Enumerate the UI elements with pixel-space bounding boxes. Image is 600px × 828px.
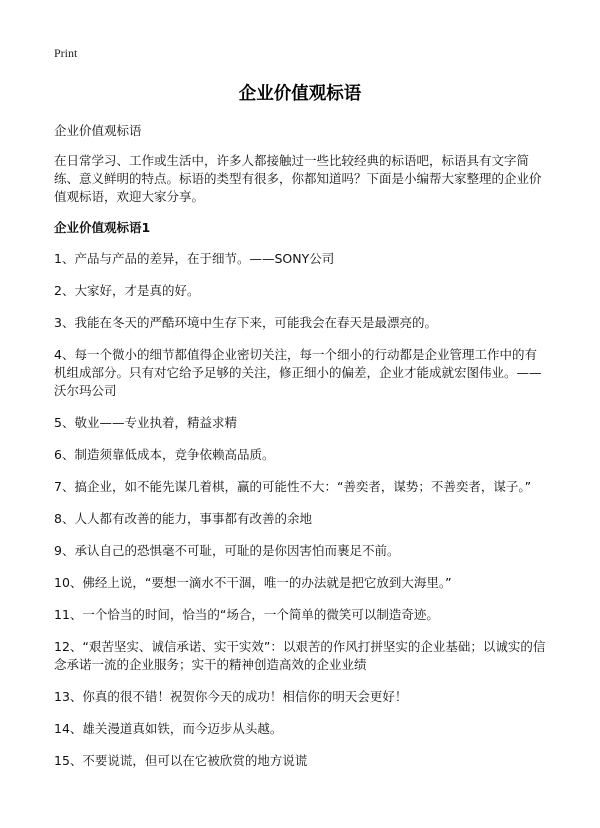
slogan-item: 9、承认自己的恐惧毫不可耻，可耻的是你因害怕而裹足不前。	[54, 543, 400, 558]
document-body	[54, 122, 548, 784]
slogan-item: 2、大家好，才是真的好。	[54, 283, 200, 298]
slogan-item: 1、产品与产品的差异，在于细节。——SONY公司	[54, 251, 335, 266]
intro-paragraph: 在日常学习、工作或生活中，许多人都接触过一些比较经典的标语吧，标语具有文字简练、意义鲜明的特点。标语的类型有很多，你都知道吗？下面是小编帮大家整理的企业价值观标语，欢迎大家分享。	[54, 153, 542, 204]
slogan-item: 13、你真的很不错！祝贺你今天的成功！相信你的明天会更好！	[54, 689, 408, 704]
document-subtitle: 企业价值观标语	[54, 123, 142, 138]
slogan-list	[54, 250, 548, 770]
slogan-item: 10、佛经上说，“要想一滴水不干涸，唯一的办法就是把它放到大海里。”	[54, 575, 452, 590]
print-link[interactable]: Print	[54, 46, 78, 60]
slogan-item: 8、人人都有改善的能力，事事都有改善的余地	[54, 511, 312, 526]
slogan-item: 3、我能在冬天的严酷环境中生存下来，可能我会在春天是最漂亮的。	[54, 315, 437, 330]
slogan-item: 14、雄关漫道真如铁，而今迈步从头越。	[54, 721, 283, 736]
slogan-item: 7、搞企业，如不能先谋几着棋，赢的可能性不大：“善奕者，谋势；不善奕者，谋子。”	[54, 479, 532, 494]
slogan-item: 4、每一个微小的细节都值得企业密切关注，每一个细小的行动都是企业管理工作中的有机组成部分。只有对它给予足够的关注，修正细小的偏差，企业才能成就宏图伟业。——沃尔玛公司	[54, 347, 542, 398]
slogan-item: 6、制造须靠低成本，竞争依赖高品质。	[54, 447, 275, 462]
document-title: 企业价值观标语	[238, 84, 362, 104]
section-heading: 企业价值观标语1	[54, 220, 151, 235]
slogan-item: 5、敬业——专业执着，精益求精	[54, 415, 237, 430]
slogan-item: 12、“艰苦坚实、诚信承诺、实干实效”：以艰苦的作风打拼坚实的企业基础；以诚实的信念承诺一流的企业服务；实干的精神创造高效的企业业绩	[54, 639, 546, 672]
slogan-item: 11、一个恰当的时间，恰当的“场合，一个简单的微笑可以制造奇迹。	[54, 607, 439, 622]
slogan-item: 15、不要说谎，但可以在它被欣赏的地方说谎	[54, 753, 308, 768]
